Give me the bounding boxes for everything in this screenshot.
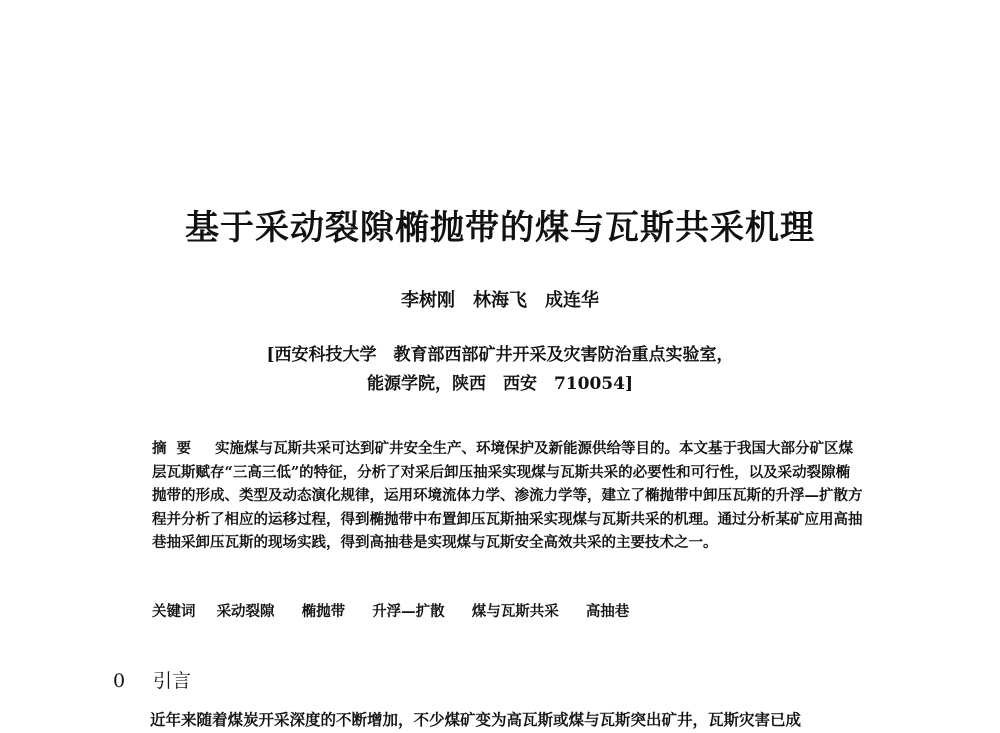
abstract bbox=[152, 437, 864, 555]
keywords-label: 关键词 bbox=[152, 603, 196, 620]
keyword: 采动裂隙 bbox=[216, 603, 275, 620]
section-title: 引言 bbox=[153, 670, 192, 692]
keyword: 椭抛带 bbox=[301, 603, 346, 620]
abstract-label: 摘要 bbox=[152, 440, 201, 457]
affiliation-line-2: 能源学院，陕西 西安 710054] bbox=[366, 374, 633, 394]
body-paragraph: 近年来随着煤炭开采深度的不断增加，不少煤矿变为高瓦斯或煤与瓦斯突出矿井，瓦斯灾害已成 bbox=[150, 710, 802, 729]
author-list: 李树刚 林海飞 成连华 bbox=[401, 290, 599, 311]
keyword: 煤与瓦斯共采 bbox=[471, 603, 559, 620]
keyword: 高抽巷 bbox=[585, 603, 630, 620]
keyword: 升浮—扩散 bbox=[372, 603, 445, 620]
section-heading bbox=[113, 666, 191, 693]
section-number: 0 bbox=[113, 670, 126, 692]
paper-title: 基于采动裂隙椭抛带的煤与瓦斯共采机理 bbox=[185, 208, 815, 248]
abstract-text: 实施煤与瓦斯共采可达到矿井安全生产、环境保护及新能源供给等目的。本文基于我国大部分矿区煤层瓦斯赋存“三高三低”的特征，分析了对采后卸压抽采实现煤与瓦斯共采的必要性和可行性，以及采动裂隙椭抛带的形成、类型及动态演化规律，运用环境流体力学、渗流力学等，建立了椭抛带中卸压瓦斯的升浮—扩散方程并分析了相应的运移过程，得到椭抛带中布置卸压瓦斯抽采实现煤与瓦斯共采的机理。通过分析某矿应用高抽巷抽采卸压瓦斯的现场实践，得到高抽巷是实现煤与瓦斯安全高效共采的主要技术之一。 bbox=[152, 440, 863, 551]
keywords bbox=[152, 600, 864, 621]
affiliation-line-1: [西安科技大学 教育部西部矿井开采及灾害防治重点实验室， bbox=[266, 345, 734, 365]
